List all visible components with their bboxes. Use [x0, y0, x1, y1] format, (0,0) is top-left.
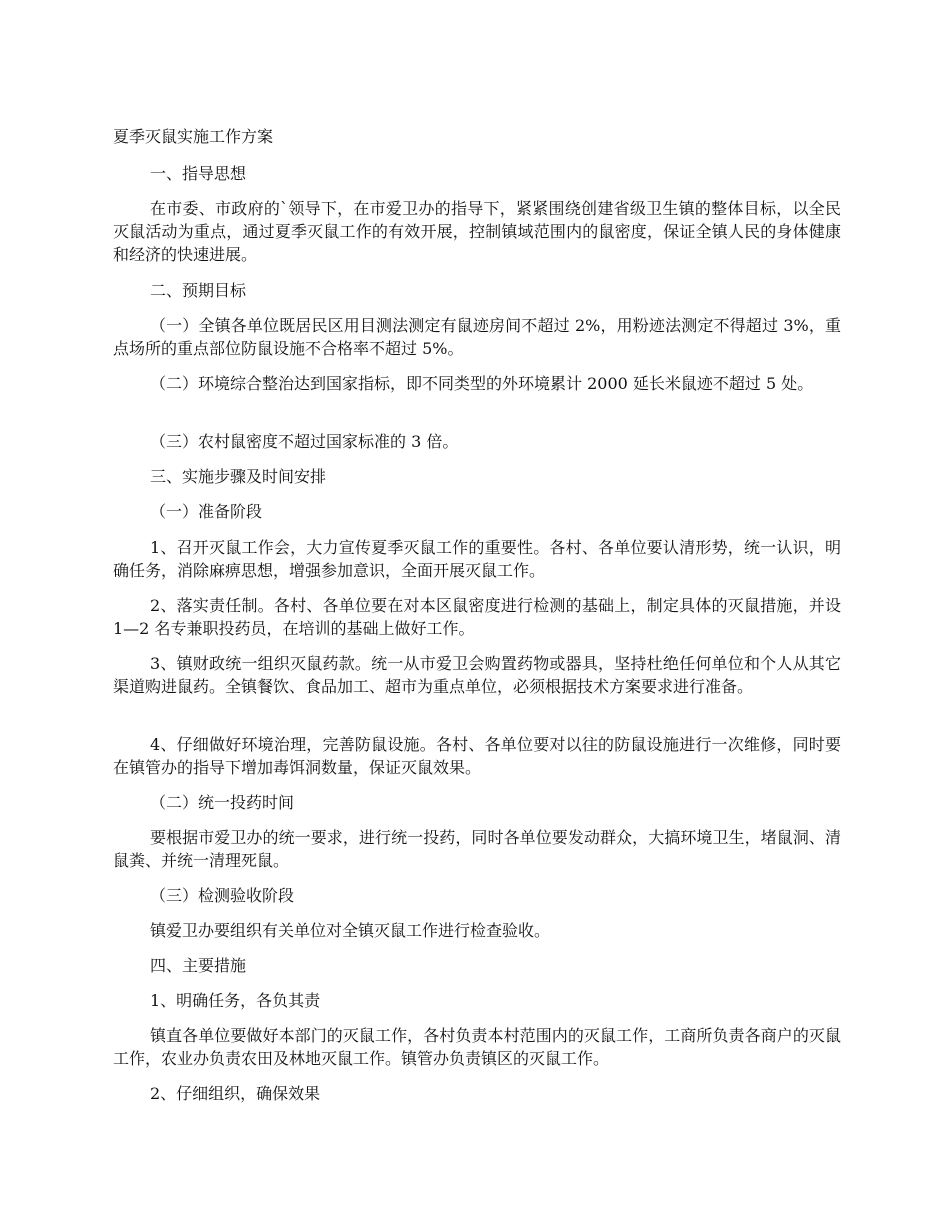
- paragraph-inspection: 镇爱卫办要组织有关单位对全镇灭鼠工作进行检查验收。: [150, 921, 551, 940]
- paragraph-guiding-ideology: 在市委、市政府的`领导下，在市爱卫办的指导下，紧紧围绕创建省级卫生镇的整体目标，以全民灭鼠活动为重点，通过夏季灭鼠工作的有效开展，控制镇域范围内的鼠密度，保证全镇人民的身体健康和经济的快速进展。: [113, 199, 841, 264]
- document-title: 夏季灭鼠实施工作方案: [113, 127, 274, 146]
- paragraph-step-3: 3、镇财政统一组织灭鼠药款。统一从市爱卫会购置药物或器具，坚持杜绝任何单位和个人从其它渠道购进鼠药。全镇餐饮、食品加工、超市为重点单位，必须根据技术方案要求进行准备。: [113, 654, 841, 696]
- paragraph-step-2: 2、落实责任制。各村、各单位要在对本区鼠密度进行检测的基础上，制定具体的灭鼠措施，并设 1—2 名专兼职投药员，在培训的基础上做好工作。: [113, 596, 841, 638]
- subheading-inspection-stage: （三）检测验收阶段: [150, 886, 295, 905]
- paragraph-measure-1: 镇直各单位要做好本部门的灭鼠工作，各村负责本村范围内的灭鼠工作，工商所负责各商户的灭鼠工作，农业办负责农田及林地灭鼠工作。镇管办负责镇区的灭鼠工作。: [113, 1026, 841, 1068]
- paragraph-goal-1: （一）全镇各单位既居民区用目测法测定有鼠迹房间不超过 2%，用粉迹法测定不得超过 3%，重点场所的重点部位防鼠设施不合格率不超过 5%。: [113, 316, 841, 358]
- paragraph-step-1: 1、召开灭鼠工作会，大力宣传夏季灭鼠工作的重要性。各村、各单位要认清形势，统一认识，明确任务，消除麻痹思想，增强参加意识，全面开展灭鼠工作。: [113, 538, 841, 580]
- section-heading-expected-goals: 二、预期目标: [150, 281, 247, 300]
- section-heading-guiding-ideology: 一、指导思想: [150, 164, 247, 183]
- section-heading-implementation-steps: 三、实施步骤及时间安排: [150, 467, 327, 486]
- subheading-preparation-stage: （一）准备阶段: [150, 502, 263, 521]
- subheading-measure-1: 1、明确任务，各负其责: [150, 991, 321, 1010]
- paragraph-unified-dosing: 要根据市爱卫办的统一要求，进行统一投药，同时各单位要发动群众，大搞环境卫生，堵鼠洞、清鼠粪、并统一清理死鼠。: [113, 828, 841, 870]
- paragraph-step-4: 4、仔细做好环境治理，完善防鼠设施。各村、各单位要对以往的防鼠设施进行一次维修，同时要在镇管办的指导下增加毒饵洞数量，保证灭鼠效果。: [113, 735, 841, 777]
- paragraph-goal-3: （三）农村鼠密度不超过国家标准的 3 倍。: [150, 432, 459, 451]
- subheading-measure-2: 2、仔细组织，确保效果: [150, 1084, 321, 1103]
- subheading-unified-dosing-time: （二）统一投药时间: [150, 793, 295, 812]
- section-heading-main-measures: 四、主要措施: [150, 956, 247, 975]
- paragraph-goal-2: （二）环境综合整治达到国家指标，即不同类型的外环境累计 2000 延长米鼠迹不超过 5 处。: [150, 374, 814, 393]
